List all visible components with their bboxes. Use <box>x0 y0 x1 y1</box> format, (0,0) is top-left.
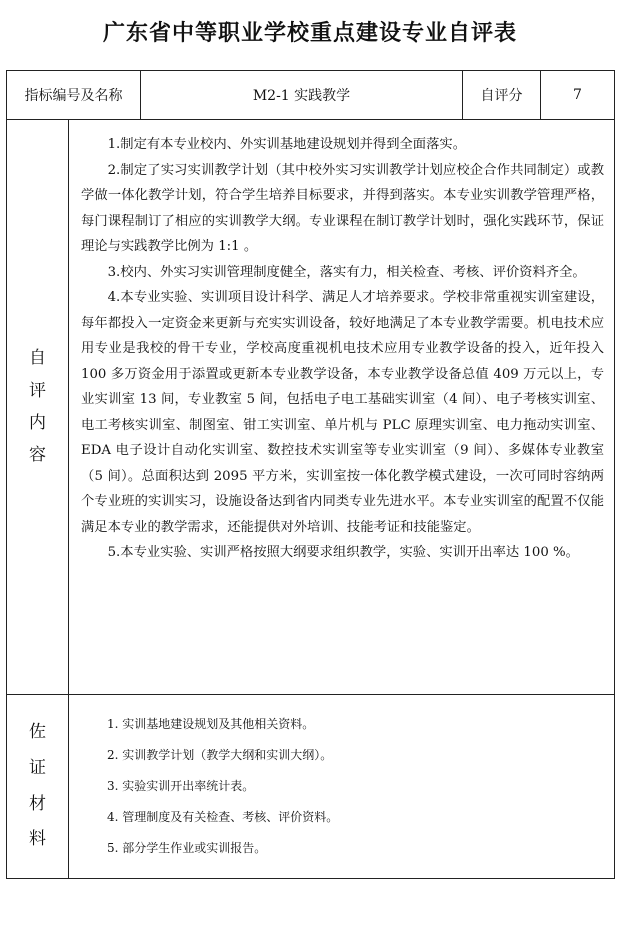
self-eval-label <box>7 120 69 695</box>
evidence-item: 2. 实训教学计划（教学大纲和实训大纲）。 <box>107 748 333 762</box>
evidence-label <box>7 695 69 879</box>
self-eval-content <box>69 120 615 695</box>
self-eval-paragraph: 3.校内、外实习实训管理制度健全，落实有力，相关检查、考核、评价资料齐全。 <box>107 264 586 280</box>
document-title: 广东省中等职业学校重点建设专业自评表 <box>102 21 517 46</box>
evidence-label-char: 佐 <box>29 722 46 743</box>
self-evaluation-table <box>6 70 615 879</box>
self-eval-paragraph: 1.制定有本专业校内、外实训基地建设规划并得到全面落实。 <box>107 137 466 152</box>
self-eval-row <box>7 120 615 695</box>
evidence-label-char: 料 <box>29 829 46 850</box>
score-value: 7 <box>541 71 615 120</box>
self-eval-label-char: 评 <box>29 380 46 401</box>
self-eval-paragraph: 5.本专业实验、实训严格按照大纲要求组织教学，实验、实训开出率达 100 %。 <box>107 545 579 560</box>
evidence-list <box>69 695 615 879</box>
header-row <box>7 71 615 120</box>
self-eval-paragraph: 4.本专业实验、实训项目设计科学、满足人才培养要求。学校非常重视实训室建设，每年都投入一定资金来更新与充实实训设备，较好地满足了本专业教学需要。机电技术应用专业是我校的骨干专业，学校高度重视机电技术应用专业教学设备的投入，近年投入 100 多万资金用于添置或更新本专业教学设备，本专业教学设备总值 409 万元以上，专业实训室 13 间，专业教室 5 间，包括电子电工基础实训室（4 间）、电子考核实训室、电工考核实训室、制图室、钳工实训室、单片机与 PLC 原理实训室、电力拖动实训室、EDA 电子设计自动化实训室、数控技术实训室等专业实训室（9 间）、多媒体专业教室（5 间）。总面积达到 2095 平方米，实训室按一体化教学模式建设，一次可同时容纳两个专业班的实训实习，设施设备达到省内同类专业先进水平。本专业实训室的配置不仅能满足本专业的教学需求，还能提供对外培训、技能考证和技能鉴定。 <box>81 290 604 535</box>
indicator-label: 指标编号及名称 <box>7 71 141 120</box>
score-label: 自评分 <box>463 71 541 120</box>
evidence-label-char: 材 <box>29 793 46 814</box>
evidence-row <box>7 695 615 879</box>
self-eval-label-char: 自 <box>29 348 46 369</box>
self-eval-paragraph: 2.制定了实习实训教学计划（其中校外实习实训教学计划应校企合作共同制定）或教学做一体化教学计划，符合学生培养目标要求，并得到落实。本专业实训教学管理严格，每门课程制订了相应的实训教学大纲。专业课程在制订教学计划时，强化实践环节，保证理论与实践教学比例为 1:1 。 <box>81 162 604 254</box>
evidence-label-char: 证 <box>29 757 46 778</box>
self-eval-label-char: 内 <box>29 413 46 433</box>
evidence-item: 4. 管理制度及有关检查、考核、评价资料。 <box>107 810 339 824</box>
indicator-value: M2-1 实践教学 <box>141 71 463 120</box>
self-eval-label-char: 容 <box>29 445 46 466</box>
evidence-item: 1. 实训基地建设规划及其他相关资料。 <box>107 717 315 731</box>
evidence-item: 5. 部分学生作业或实训报告。 <box>107 841 267 855</box>
evidence-item: 3. 实验实训开出率统计表。 <box>107 779 255 793</box>
